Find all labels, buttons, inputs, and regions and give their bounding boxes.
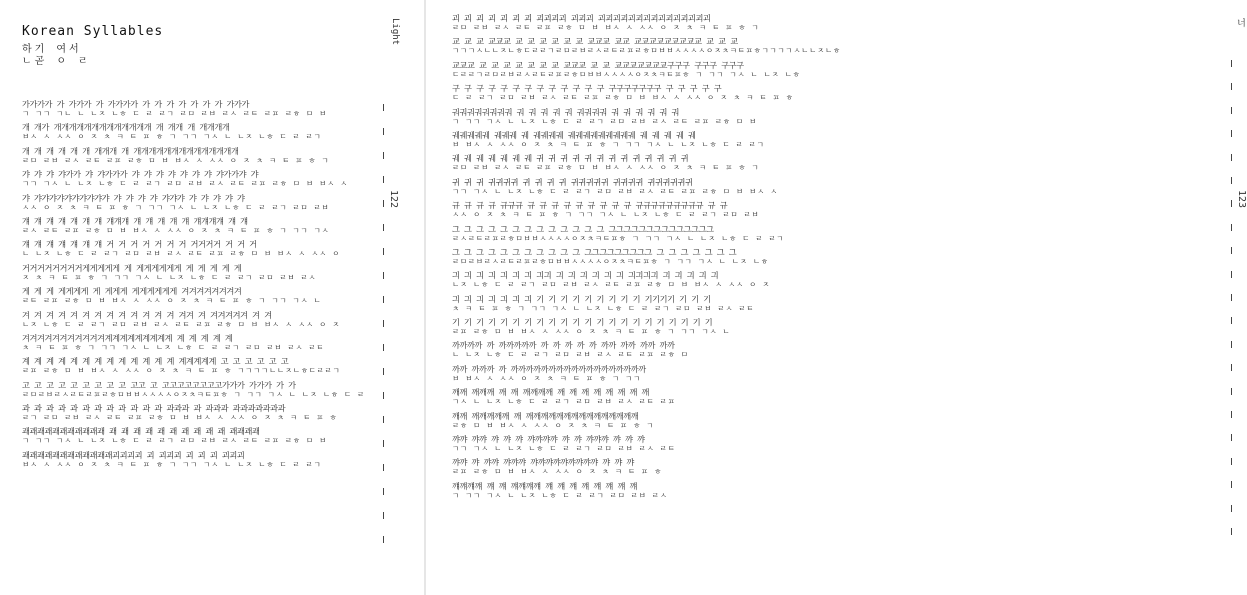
syllable-row [452,108,800,131]
margin-tick [1231,224,1232,231]
margin-tick [383,464,384,471]
final-consonant-line: ㄱ ㄱㄱ ㄱㅅ ㄴ ㄴㅈ ㄴㅎ ㄷ ㄹ ㄹㄱ ㄹㅁ ㄹㅂ ㄹㅅ ㄹㅌ ㄹㅍ ㄹㅎ ㅁ ㅂ [452,116,757,126]
syllable-row [452,458,800,481]
syllable-row [22,170,374,193]
final-consonant-line: ㄴ ㄴㅈ ㄴㅎ ㄷ ㄹ ㄹㄱ ㄹㅁ ㄹㅂ ㄹㅅ ㄹㅌ ㄹㅍ ㄹㅎ ㅁ ㅂ ㅂㅅ ㅅ ㅅㅅ ㅇ [22,249,341,259]
final-consonant-line: ㄹㅎ ㅁ ㅂ ㅂㅅ ㅅ ㅅㅅ ㅇ ㅈ ㅊ ㅋ ㅌ ㅍ ㅎ ㄱ [452,420,655,430]
final-consonant-line: ㄱ ㄱㄱ ㄱㅅ ㄴ ㄴㅈ ㄴㅎ ㄷ ㄹ ㄹㄱ ㄹㅁ ㄹㅂ ㄹㅅ ㄹㅌ ㄹㅍ ㄹㅎ ㅁ ㅂ [22,436,327,446]
margin-tick [1231,458,1232,465]
syllable-line: 궤 궤 궤 궤 궤 궤 궤 귀 귀 귀 귀 귀 귀 귀 귀 귀 귀 귀 귀 귀 [452,153,689,164]
syllable-row [22,451,374,474]
margin-tick [383,536,384,543]
syllable-line: 개 개 개 개 개 개 개개개 개 개개개개개개개개개개개개개개 [22,145,239,156]
final-consonant-line: ㄷㄹㄹㄱㄹㅁㄹㅂㄹㅅㄹㅌㄹㅍㄹㅎㅁㅂㅂㅅㅅㅅㅅㅇㅈㅊㅋㅌㅍㅎ ㄱ ㄱㄱ ㄱㅅ ㄴ ㄴㅈ ㄴㅎ [452,69,801,79]
margin-tick [1231,341,1232,348]
syllable-line: 교 교 교 교교교 교 교 교 교 교 교 교교교 교교 교교교교교교교교교 교 교 교 [452,36,738,47]
final-consonant-line: ㄱ ㄱㄱ ㄱㅅ ㄴ ㄴㅈ ㄴㅎ ㄷ ㄹ ㄹㄱ ㄹㅁ ㄹㅂ ㄹㅅ [452,490,668,500]
margin-tick [1231,505,1232,512]
syllable-row [22,264,374,287]
margin-tick [383,440,384,447]
left-page [0,0,424,595]
margin-marks [382,60,386,560]
syllable-row [452,435,800,458]
syllable-line: 계 계 계 계 계 계 계 계 계 계 계 계 계 계계계계계 고 고 고 고 고 고 [22,356,289,367]
syllable-row [452,365,800,388]
final-consonant-line: ㄹㅁㄹㅂㄹㅅㄹㅌㄹㅍㄹㅎㅁㅂㅂㅅㅅㅅㅅㅇㅈㅊㅋㅌㅍㅎ ㄱ ㄱㄱ ㄱㅅ ㄴ ㄴㅈ ㄴㅎ ㄷ ㄹ [22,389,365,399]
syllable-row [452,248,800,271]
syllable-line: 궤궤궤궤궤 궤궤궤 궤 궤궤궤궤 궤궤궤궤궤궤궤궤궤 궤 궤 궤 궤 궤 [452,129,696,140]
margin-tick [1231,364,1232,371]
page-number: 123 [1236,190,1247,209]
syllable-line: 개 개가 개개개개개개개개개개개개개 개 개개 개 개개개개 [22,122,230,133]
final-consonant-line: ㄹㄱ ㄹㅁ ㄹㅂ ㄹㅅ ㄹㅌ ㄹㅍ ㄹㅎ ㅁ ㅂ ㅂㅅ ㅅ ㅅㅅ ㅇ ㅈ ㅊ ㅋ ㅌ ㅍ ㅎ [22,413,338,423]
syllable-line: 괴 괴 괴 괴 괴 괴 괴 괴괴괴괴 괴괴괴 괴괴괴괴괴괴괴괴괴괴괴괴괴괴괴 [452,13,711,23]
syllable-row [22,311,374,334]
margin-tick [383,344,384,351]
final-consonant-line: ㄹㅍ ㄹㅎ ㅁ ㅂ ㅂㅅ ㅅ ㅅㅅ ㅇ ㅈ ㅊ ㅋ ㅌ ㅍ ㅎ [452,467,663,477]
syllable-line: 걔 걔 걔 걔 걔 걔 걔 걔걔걔 걔 걔 걔 걔 걔 걔걔걔걔 걔 걔 [22,215,248,226]
syllable-row [452,295,800,318]
margin-tick [383,248,384,255]
syllable-line: 괘괘괘괘괘괘괘괘괘괘괘 괘 괘 괘 괘 괘 괘 괘 괘 괘 괘 괘괘괘괘 [22,426,260,437]
syllable-line: 귀 귀 귀 귀귀귀귀 귀 귀 귀 귀 귀귀귀귀귀 귀귀귀귀 귀귀귀귀귀귀 [452,176,693,187]
syllable-row [22,381,374,404]
syllable-row [452,225,800,248]
syllable-row [452,14,800,37]
margin-tick [383,224,384,231]
margin-tick [1231,107,1232,114]
syllable-row [452,388,800,411]
final-consonant-line: ㅂㅅ ㅅ ㅅㅅ ㅇ ㅈ ㅊ ㅋ ㅌ ㅍ ㅎ ㄱ ㄱㄱ ㄱㅅ ㄴ ㄴㅈ ㄴㅎ ㄷ ㄹ ㄹㄱ [22,459,322,469]
margin-tick [1231,317,1232,324]
margin-tick [1231,294,1232,301]
syllable-row [452,61,800,84]
syllable-line: 기 기 기 기 기 기 기 기 기 기 기 기 기 기 기 기 기 기 기 기 기 기 [452,317,713,328]
syllable-line: 갸 갸갸갸갸갸갸갸갸갸갸 갸 갸 갸 갸 갸갸갸 갸 갸 갸 갸 갸 [22,192,245,203]
syllable-line: 게 게 게 게게게게 게 게게게 게게게게게게 겨겨겨겨겨겨겨겨 [22,286,242,297]
final-consonant-line: ㄹㅁ ㄹㅂ ㄹㅅ ㄹㅌ ㄹㅍ ㄹㅎ ㅁ ㅂ ㅂㅅ ㅅ ㅅㅅ ㅇ ㅈ ㅊ ㅋ ㅌ ㅍ ㅎ ㄱ [452,163,760,173]
syllable-line: 그 그 그 그 그 그 그 그 그 그 그 그 그 그그그그그그그그그그그그그그 [452,223,714,234]
final-consonant-line: ㄹㅁㄹㅂㄹㅅㄹㅌㄹㅍㄹㅎㅁㅂㅂㅅㅅㅅㅅㅇㅈㅊㅋㅌㅍㅎ ㄱ ㄱㄱ ㄱㅅ ㄴ ㄴㅈ ㄴㅎ [452,256,769,266]
syllable-line: 깨깨 깨깨깨깨깨 깨 깨깨깨깨깨깨깨깨깨깨깨깨깨깨깨 [452,410,639,421]
margin-tick [383,512,384,519]
final-consonant-line: ㄹㅍ ㄹㅎ ㅁ ㅂ ㅂㅅ ㅅ ㅅㅅ ㅇ ㅈ ㅊ ㅋ ㅌ ㅍ ㅎ ㄱ ㄱㄱ ㄱㅅ ㄴ [452,327,731,337]
syllable-line: 구 구 구 구 구 구 구 구 구 구 구 구 구 구구구구구구구 구 구 구 구 구 [452,83,722,94]
syllable-line: 긔 긔 긔 긔 긔 긔 긔 기 기 기 기 기 기 기 기 기 기기기기 기 기 기 [452,293,711,304]
syllable-line: 괘괘괘괘괘괘괘괘괘괘괘괘괴괴괴괴 괴 괴괴괴 괴 괴 괴 괴괴괴 [22,449,245,460]
margin-tick [383,416,384,423]
syllable-line: 깨깨 깨깨깨 깨 깨 깨깨깨깨 깨 깨 깨 깨 깨 깨 깨 깨 [452,387,650,398]
final-consonant-line: ㄱ ㄱㄱ ㄱㄴ ㄴ ㄴㅈ ㄴㅎ ㄷ ㄹ ㄹㄱ ㄹㅁ ㄹㅂ ㄹㅅ ㄹㅌ ㄹㅍ ㄹㅎ ㅁ ㅂ [22,109,327,118]
syllable-rows-left [22,100,374,474]
syllable-line: 걔 걔 걔 걔 걔 걔 걔 거 거 거 거 거 거 거 거거거거 거 거 거 [22,239,257,250]
margin-marks [1230,60,1234,560]
syllable-row [452,178,800,201]
syllable-row [452,84,800,107]
syllable-line: 까까까까 까 까까까까까 까 까 까 까 까 까까 까까 까까 까까 [452,340,675,351]
syllable-row [452,201,800,224]
margin-tick [383,320,384,327]
final-consonant-line: ㄴㅈ ㄴㅎ ㄷ ㄹ ㄹㄱ ㄹㅁ ㄹㅂ ㄹㅅ ㄹㅌ ㄹㅍ ㄹㅎ ㅁ ㅂ ㅂㅅ ㅅ ㅅㅅ ㅇ ㅈ [452,280,771,290]
final-consonant-line: ㄱㄱㄱㅅㄴㄴㅈㄴㅎㄷㄹㄹㄱㄹㅁㄹㅂㄹㅅㄹㅌㄹㅍㄹㅎㅁㅂㅂㅅㅅㅅㅅㅇㅈㅊㅋㅌㅍㅎㄱㄱㄱㄱㅅㄴㄴㅈㄴㅎ [452,46,841,56]
final-consonant-line: ㄹㅍ ㄹㅎ ㅁ ㅂ ㅂㅅ ㅅ ㅅㅅ ㅇ ㅈ ㅊ ㅋ ㅌ ㅍ ㅎ ㄱㄱㄱㄱㄴㄴㅈㄴㅎㄷㄹㄹㄱ [22,366,341,376]
margin-tick [383,296,384,303]
syllable-line: 교교교 교 교 교 교 교 교 교 교교교 교 교 교교교교교교교구구구 구구구 구구구 [452,59,744,70]
margin-tick [1231,200,1232,207]
final-consonant-line: ㄹㅅㄹㅌㄹㅍㄹㅎㅁㅂㅂㅅㅅㅅㅅㅇㅈㅊㅋㅌㅍㅎ ㄱ ㄱㄱ ㄱㅅ ㄴ ㄴㅈ ㄴㅎ ㄷ ㄹ ㄹㄱ [452,233,785,243]
syllable-row [22,240,374,263]
syllable-row [452,36,841,60]
syllable-line: 갸 갸 갸 갸가가 갸 갸가가가 갸 갸 갸 갸 갸 갸 갸 갸가가갸 갸 [22,169,259,180]
syllable-row [22,217,374,240]
syllable-line: 궈궈궈궈궈궈궈궈 궈 궈 궈 궈 궈 궈궈궈궈 궈 궈 궈 궈 궈 궈 [452,106,680,117]
syllable-row [452,318,800,341]
syllable-row [22,147,374,170]
syllable-line: 긔 긔 긔 긔 긔 긔 긔 긔긔 긔 긔 긔 긔 긔 긔 긔긔긔긔 긔 긔 긔 긔 긔 [452,270,719,281]
final-consonant-line: ㅅㅅ ㅇ ㅈ ㅊ ㅋ ㅌ ㅍ ㅎ ㄱ ㄱㄱ ㄱㅅ ㄴ ㄴㅈ ㄴㅎ ㄷ ㄹ ㄹㄱ ㄹㅁ ㄹㅂ [452,210,760,220]
syllable-row [22,357,374,380]
syllable-line: 거거거거거거거거게게게게게 게 게게게게게게 게 게 게 게 게 [22,262,242,273]
margin-tick [1231,528,1232,535]
syllable-line: 그 그 그 그 그 그 그 그 그 그 그 그그그그그그그그그 그 그 그 그 그 그 그 [452,246,737,257]
syllable-row [452,482,800,505]
syllable-line: 고 고 고 고 고 고 고 고 고 고고 고 고고고고고고고고가가가 가가가 가 가 [22,379,296,390]
page-number: 122 [388,190,399,209]
syllable-line: 과 과 과 과 과 과 과 과 과 과 과 과 과과과 과 과과과 과과과과과과과 [22,403,286,414]
syllable-row [22,334,374,357]
syllable-line: 꺄꺄 꺄 꺄꺄 꺄꺄꺄 꺄꺄꺄꺄꺄꺄꺄꺄꺄 꺄 꺄 꺄 [452,457,634,468]
final-consonant-line: ㅂㅅ ㅅ ㅅㅅ ㅇ ㅈ ㅊ ㅋ ㅌ ㅍ ㅎ ㄱ ㄱㄱ ㄱㅅ ㄴ ㄴㅈ ㄴㅎ ㄷ ㄹ ㄹㄱ [22,132,322,142]
margin-tick [383,152,384,159]
syllable-line: 까까 까까까 까 까까까까까까까까까까까까까까까까까까 [452,363,646,374]
syllable-line: 꺠꺠꺠꺠 꺠 꺠 꺠꺠꺠꺠 꺠 꺠 꺠 꺠 꺠 꺠 꺠 꺠 [452,480,637,491]
page-title: Korean Syllables [22,24,164,39]
syllable-line: 가가가가 가 가가가 가 가가가가 가 가 가 가 가 가 가 가가가 [22,99,250,109]
syllable-row [452,341,800,364]
final-consonant-line: ㅊ ㅋ ㅌ ㅍ ㅎ ㄱ ㄱㄱ ㄱㅅ ㄴ ㄴㅈ ㄴㅎ ㄷ ㄹ ㄹㄱ ㄹㅁ ㄹㅂ ㄹㅅ ㄹㅌ [452,303,755,313]
side-tab-label: 너 [1235,18,1245,27]
margin-tick [1231,130,1232,137]
side-tab-label: Light [390,18,400,46]
margin-tick [383,104,384,111]
final-consonant-line: ㄹㅅ ㄹㅌ ㄹㅍ ㄹㅎ ㅁ ㅂ ㅂㅅ ㅅ ㅅㅅ ㅇ ㅈ ㅊ ㅋ ㅌ ㅍ ㅎ ㄱ ㄱㄱ ㄱㅅ [22,225,330,235]
margin-tick [1231,177,1232,184]
syllable-row [452,131,800,154]
margin-tick [383,176,384,183]
syllable-row [22,427,374,450]
syllable-rows-right [452,13,841,505]
page-subtitle [22,44,91,68]
final-consonant-line: ㅊ ㅋ ㅌ ㅍ ㅎ ㄱ ㄱㄱ ㄱㅅ ㄴ ㄴㅈ ㄴㅎ ㄷ ㄹ ㄹㄱ ㄹㅁ ㄹㅂ ㄹㅅ ㄹㅌ [22,342,325,352]
syllable-line: 규 규 규 규 규규규 규 규 규 규 규 규 규 규 규 규규규규규규규규규 규 규 [452,200,728,211]
final-consonant-line: ㄱㄱ ㄱㅅ ㄴ ㄴㅈ ㄴㅎ ㄷ ㄹ ㄹㄱ ㄹㅁ ㄹㅂ ㄹㅅ ㄹㅌ ㄹㅍ ㄹㅎ ㅁ ㅂ ㅂㅅ ㅅ [452,186,778,196]
syllable-line: 겨 겨 겨 겨 겨 겨 겨 겨 겨 겨 겨 겨 겨 겨겨 겨 겨겨겨겨겨 겨 겨 [22,309,272,320]
margin-tick [1231,481,1232,488]
final-consonant-line: ㄱㅅ ㄴ ㄴㅈ ㄴㅎ ㄷ ㄹ ㄹㄱ ㄹㅁ ㄹㅂ ㄹㅅ ㄹㅌ ㄹㅍ [452,397,676,407]
margin-tick [1231,388,1232,395]
final-consonant-line: ㅂ ㅂㅅ ㅅ ㅅㅅ ㅇ ㅈ ㅊ ㅋ ㅌ ㅍ ㅎ ㄱ ㄱㄱ ㄱㅅ ㄴ ㄴㅈ ㄴㅎ ㄷ ㄹ ㄹㄱ [452,139,765,149]
margin-tick [383,392,384,399]
right-page [426,0,1247,595]
final-consonant-line: ㅂ ㅂㅅ ㅅ ㅅㅅ ㅇ ㅈ ㅊ ㅋ ㅌ ㅍ ㅎ ㄱ ㄱㄱ [452,373,642,383]
margin-tick [383,488,384,495]
margin-tick [1231,247,1232,254]
subtitle-bottom-line: ㄴ곧 ㅇ ㄹ [22,56,91,67]
syllable-row [22,404,374,427]
margin-tick [383,368,384,375]
margin-tick [383,200,384,207]
final-consonant-line: ㄹㅁ ㄹㅂ ㄹㅅ ㄹㅌ ㄹㅍ ㄹㅎ ㅁ ㅂ ㅂㅅ ㅅ ㅅㅅ ㅇ ㅈ ㅊ ㅋ ㅌ ㅍ ㅎ ㄱ [452,23,760,32]
margin-tick [1231,154,1232,161]
final-consonant-line: ㄴㅈ ㄴㅎ ㄷ ㄹ ㄹㄱ ㄹㅁ ㄹㅂ ㄹㅅ ㄹㅌ ㄹㅍ ㄹㅎ ㅁ ㅂ ㅂㅅ ㅅ ㅅㅅ ㅇ ㅈ [22,319,341,329]
margin-tick [383,272,384,279]
syllable-row [22,287,374,310]
syllable-row [22,123,374,146]
final-consonant-line: ㄱㄱ ㄱㅅ ㄴ ㄴㅈ ㄴㅎ ㄷ ㄹ ㄹㄱ ㄹㅁ ㄹㅂ ㄹㅅ ㄹㅌ ㄹㅍ ㄹㅎ ㅁ ㅂ ㅂㅅ ㅅ [22,179,348,189]
final-consonant-line: ㄹㅌ ㄹㅍ ㄹㅎ ㅁ ㅂ ㅂㅅ ㅅ ㅅㅅ ㅇ ㅈ ㅊ ㅋ ㅌ ㅍ ㅎ ㄱ ㄱㄱ ㄱㅅ ㄴ [22,296,322,306]
syllable-line: 꺄꺄 꺄꺄 꺄 꺄 꺄 꺄꺄꺄꺄 꺄 꺄 꺄꺄꺄 꺄 꺄 꺄 [452,434,645,445]
final-consonant-line: ㅈ ㅊ ㅋ ㅌ ㅍ ㅎ ㄱ ㄱㄱ ㄱㅅ ㄴ ㄴㅈ ㄴㅎ ㄷ ㄹ ㄹㄱ ㄹㅁ ㄹㅂ ㄹㅅ [22,272,317,282]
margin-tick [1231,83,1232,90]
final-consonant-line: ㅅㅅ ㅇ ㅈ ㅊ ㅋ ㅌ ㅍ ㅎ ㄱ ㄱㄱ ㄱㅅ ㄴ ㄴㅈ ㄴㅎ ㄷ ㄹ ㄹㄱ ㄹㅁ ㄹㅂ [22,202,330,212]
final-consonant-line: ㄴ ㄴㅈ ㄴㅎ ㄷ ㄹ ㄹㄱ ㄹㅁ ㄹㅂ ㄹㅅ ㄹㅌ ㄹㅍ ㄹㅎ ㅁ [452,350,689,360]
syllable-row [452,412,800,435]
syllable-row [22,194,374,217]
final-consonant-line: ㄱㄱ ㄱㅅ ㄴ ㄴㅈ ㄴㅎ ㄷ ㄹ ㄹㄱ ㄹㅁ ㄹㅂ ㄹㅅ ㄹㅌ [452,444,676,454]
syllable-line: 겨겨겨겨겨겨겨겨겨겨겨계계계계계계계계계 계 계 계 계 계 [22,332,233,343]
margin-tick [1231,60,1232,67]
final-consonant-line: ㄹㅁ ㄹㅂ ㄹㅅ ㄹㅌ ㄹㅍ ㄹㅎ ㅁ ㅂ ㅂㅅ ㅅ ㅅㅅ ㅇ ㅈ ㅊ ㅋ ㅌ ㅍ ㅎ ㄱ [22,155,330,165]
margin-tick [1231,271,1232,278]
syllable-row [452,271,800,294]
subtitle-top-line: 하기 여서 [22,44,82,55]
margin-tick [383,128,384,135]
syllable-row [452,154,800,177]
syllable-row [22,100,374,123]
margin-tick [1231,411,1232,418]
margin-tick [1231,434,1232,441]
final-consonant-line: ㄷ ㄹ ㄹㄱ ㄹㅁ ㄹㅂ ㄹㅅ ㄹㅌ ㄹㅍ ㄹㅎ ㅁ ㅂ ㅂㅅ ㅅ ㅅㅅ ㅇ ㅈ ㅊ ㅋ ㅌ ㅍ ㅎ [452,93,794,103]
